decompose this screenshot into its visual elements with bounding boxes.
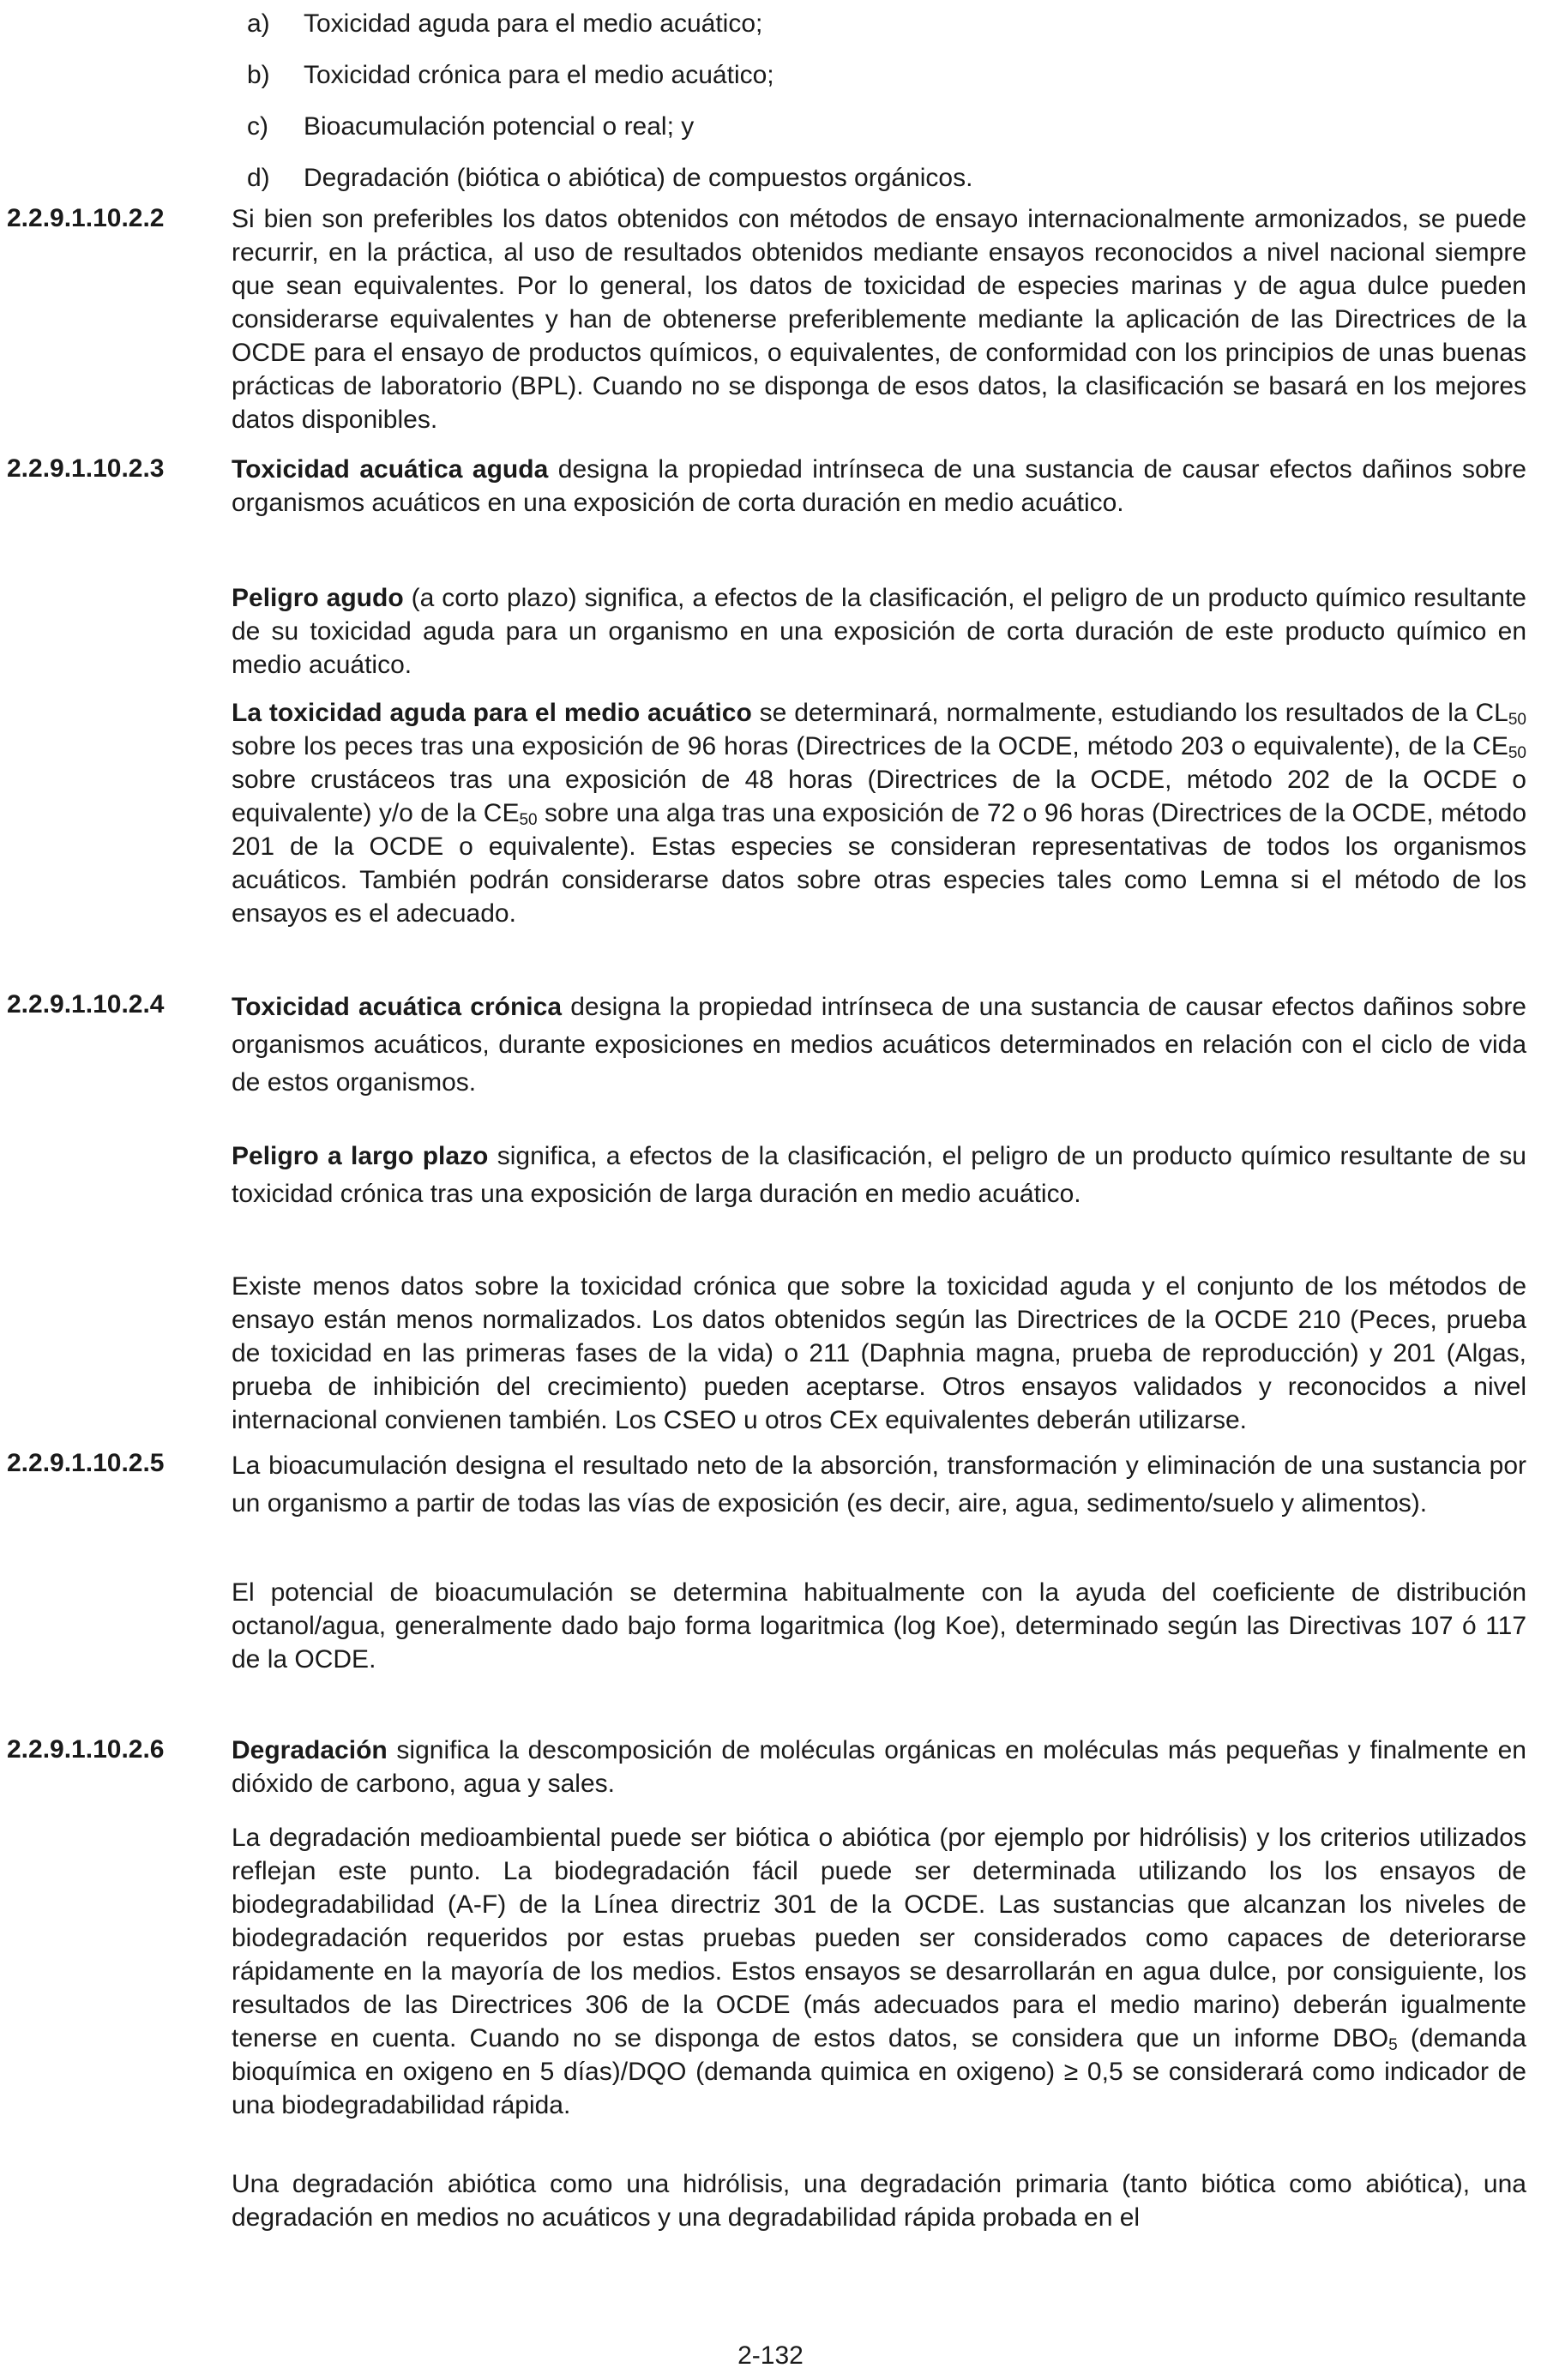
paragraph-definition: [232, 1138, 1526, 1213]
list-item-label: c): [247, 112, 268, 141]
section-number: 2.2.9.1.10.2.2: [7, 204, 165, 232]
definition-text: (a corto plazo) significa, a efectos de la clasificación, el peligro de un producto químico resultante de su toxicidad aguda para un organismo en una exposición de corta duración de este producto químico en medio acuático.: [232, 584, 1526, 679]
subscript: 5: [1388, 2036, 1398, 2054]
list-item: [247, 9, 1448, 60]
section-number: 2.2.9.1.10.2.6: [7, 1735, 165, 1764]
term-bold: Peligro a largo plazo: [232, 1142, 489, 1170]
section-body: [232, 202, 1526, 436]
section-number: 2.2.9.1.10.2.5: [7, 1449, 165, 1477]
definition-text: significa la descomposición de moléculas orgánicas en moléculas más pequeñas y finalmente en dióxido de carbono, agua y sales.: [232, 1736, 1526, 1798]
list-item-text: Toxicidad aguda para el medio acuático;: [304, 9, 763, 38]
section-number: 2.2.9.1.10.2.4: [7, 990, 165, 1019]
list-item-label: d): [247, 164, 270, 192]
paragraph-definition: [232, 581, 1526, 682]
definition-text: designa la propiedad intrínseca de una sustancia de causar efectos dañinos sobre organismos acuáticos en una exposición de corta duración en medio acuático.: [232, 455, 1526, 517]
paragraph-definition: [232, 1734, 1526, 1800]
section-body: [232, 989, 1526, 1102]
term-bold: La toxicidad aguda para el medio acuático: [232, 699, 752, 727]
page-number: 2-132: [737, 2341, 804, 2370]
term-bold: Toxicidad acuática aguda: [232, 455, 549, 484]
section-body: [232, 1734, 1526, 1800]
list-item-label: a): [247, 9, 270, 38]
section-number: 2.2.9.1.10.2.3: [7, 454, 165, 483]
text-run: (demanda bioquímica en oxigeno en 5 días)/DQO (demanda quimica en oxigeno) ≥ 0,5 se considerará como indicador de una biodegradabilidad rápida.: [232, 2024, 1526, 2119]
list-item-text: Toxicidad crónica para el medio acuático;: [304, 61, 774, 89]
section-body: [232, 1447, 1526, 1523]
section-body: [232, 1821, 1526, 2122]
paragraph: El potencial de bioacumulación se determina habitualmente con la ayuda del coeficiente de distribución octanol/agua, generalmente dado bajo forma logaritmica (log Koe), determinado según las Directivas 107 ó 117 de la OCDE.: [232, 1578, 1526, 1674]
text-run: sobre los peces tras una exposición de 96 horas (Directrices de la OCDE, método 203 o equivalente), de la CE: [232, 732, 1508, 760]
list-item: [247, 60, 1448, 111]
text-run: sobre una alga tras una exposición de 72 o 96 horas (Directrices de la OCDE, método 201 de la OCDE o equivalente). Estas especies se consideran representativas de todos los organismos acuáticos. También podrán considerarse datos sobre otras especies tales como Lemna si el método de los ensayos es el adecuado.: [232, 799, 1527, 928]
paragraph-degradation: [232, 1821, 1526, 2122]
subscript: 50: [1508, 744, 1526, 762]
section-body: [232, 2167, 1526, 2234]
criteria-list: [247, 9, 1448, 214]
section-body: [232, 696, 1526, 930]
text-run: La degradación medioambiental puede ser biótica o abiótica (por ejemplo por hidrólisis) y los criterios utilizados reflejan este punto. La biodegradación fácil puede ser determinada utilizando los los ensayos de biodegradabilidad (A-F) de la Línea directriz 301 de la OCDE. Las sustancias que alcanzan los niveles de biodegradación requeridos por estas pruebas pueden ser considerados como capaces de deteriorarse rápidamente en la mayoría de los medios. Estos ensayos se desarrollarán en agua dulce, por consiguiente, los resultados de las Directrices 306 de la OCDE (más adecuados para el medio marino) deberán igualmente tenerse en cuenta. Cuando no se disponga de estos datos, se considera que un informe DBO: [232, 1824, 1526, 2052]
term-bold: Peligro agudo: [232, 584, 404, 612]
section-body: [232, 581, 1526, 682]
paragraph: Existe menos datos sobre la toxicidad crónica que sobre la toxicidad aguda y el conjunto de los métodos de ensayo están menos normalizados. Los datos obtenidos según las Directrices de la OCDE 210 (Peces, prueba de toxicidad en las primeras fases de la vida) o 211 (Daphnia magna, prueba de reproducción) y 201 (Algas, prueba de inhibición del crecimiento) pueden aceptarse. Otros ensayos validados y reconocidos a nivel internacional convienen también. Los CSEO u otros CEx equivalentes deberán utilizarse.: [232, 1272, 1526, 1434]
list-item: [247, 111, 1448, 163]
text-run: se determinará, normalmente, estudiando los resultados de la CL: [751, 699, 1508, 727]
paragraph-definition: [232, 989, 1526, 1102]
section-body: [232, 1270, 1526, 1437]
list-item-text: Degradación (biótica o abiótica) de compuestos orgánicos.: [304, 164, 973, 192]
paragraph: Si bien son preferibles los datos obtenidos con métodos de ensayo internacionalmente armonizados, se puede recurrir, en la práctica, al uso de resultados obtenidos mediante ensayos reconocidos a nivel nacional siempre que sean equivalentes. Por lo general, los datos de toxicidad de especies marinas y de agua dulce pueden considerarse equivalentes y han de obtenerse preferiblemente mediante la aplicación de las Directrices de la OCDE para el ensayo de productos químicos, o equivalentes, de conformidad con los principios de unas buenas prácticas de laboratorio (BPL). Cuando no se disponga de esos datos, la clasificación se basará en los mejores datos disponibles.: [232, 205, 1526, 434]
list-item-label: b): [247, 61, 270, 89]
definition-text: designa la propiedad intrínseca de una sustancia de causar efectos dañinos sobre organismos acuáticos, durante exposiciones en medios acuáticos determinados en relación con el ciclo de vida de estos organismos.: [232, 993, 1526, 1097]
section-body: [232, 453, 1526, 520]
subscript: 50: [1508, 711, 1526, 729]
list-item-text: Bioacumulación potencial o real; y: [304, 112, 695, 141]
paragraph: Una degradación abiótica como una hidrólisis, una degradación primaria (tanto biótica como abiótica), una degradación en medios no acuáticos y una degradabilidad rápida probada en el: [232, 2170, 1526, 2232]
text-run: sobre crustáceos tras una exposición de 48 horas (Directrices de la OCDE, método 202 de la OCDE o equivalente) y/o de la CE: [232, 766, 1526, 827]
definition-text: significa, a efectos de la clasificación, el peligro de un producto químico resultante de su toxicidad crónica tras una exposición de larga duración en medio acuático.: [232, 1142, 1526, 1208]
paragraph-definition: [232, 453, 1526, 520]
term-bold: Toxicidad acuática crónica: [232, 993, 563, 1021]
subscript: 50: [519, 811, 538, 829]
section-body: [232, 1576, 1526, 1676]
term-bold: Degradación: [232, 1736, 388, 1764]
paragraph: La bioacumulación designa el resultado neto de la absorción, transformación y eliminación de una sustancia por un organismo a partir de todas las vías de exposición (es decir, aire, agua, sedimento/suelo y alimentos).: [232, 1451, 1526, 1518]
paragraph-acute-toxicity: [232, 696, 1526, 930]
section-body: [232, 1138, 1526, 1213]
